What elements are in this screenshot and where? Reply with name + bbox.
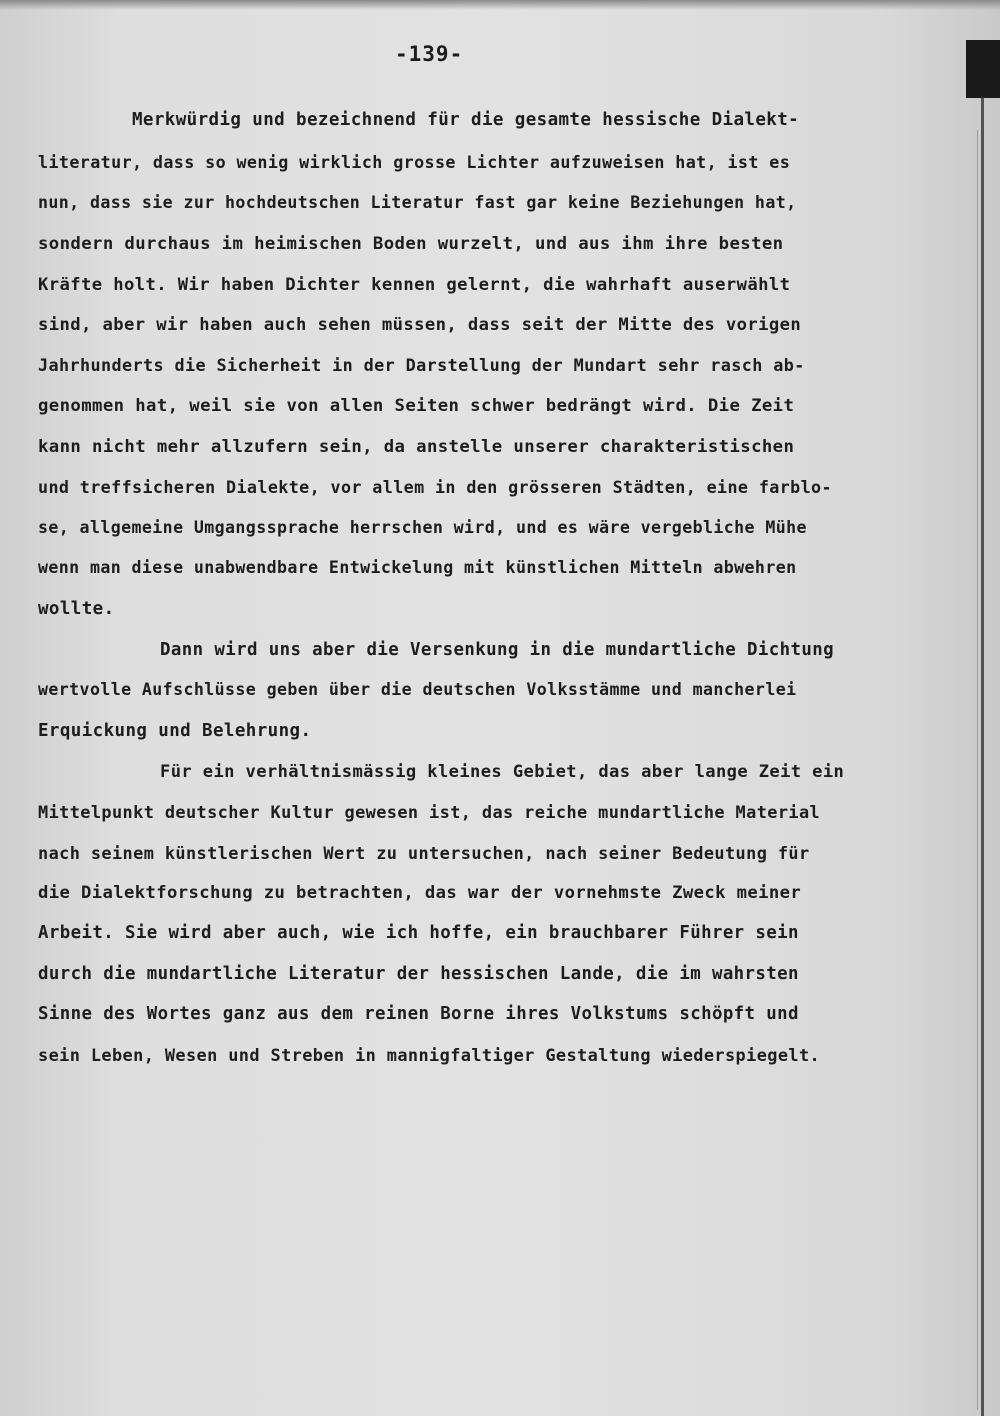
text-line: nach seinem künstlerischen Wert zu untersuchen, nach seiner Bedeutung für xyxy=(38,843,810,863)
text-line: literatur, dass so wenig wirklich grosse Lichter aufzuweisen hat, ist es xyxy=(38,152,791,172)
text-line: Arbeit. Sie wird aber auch, wie ich hoffe, ein brauchbarer Führer sein xyxy=(38,923,799,943)
text-line: Sinne des Wortes ganz aus dem reinen Borne ihres Volkstums schöpft und xyxy=(38,1004,799,1024)
text-line: wenn man diese unabwendbare Entwickelung mit künstlichen Mitteln abwehren xyxy=(38,558,797,577)
text-line: die Dialektforschung zu betrachten, das war der vornehmste Zweck meiner xyxy=(38,883,802,903)
scan-edge-line-faint xyxy=(977,130,978,1410)
text-line: genommen hat, weil sie von allen Seiten schwer bedrängt wird. Die Zeit xyxy=(38,396,795,416)
page-number: -139- xyxy=(395,42,464,66)
text-line: wertvolle Aufschlüsse geben über die deutschen Volksstämme und mancherlei xyxy=(38,680,797,699)
text-line: Erquickung und Belehrung. xyxy=(38,721,312,741)
text-line: Kräfte holt. Wir haben Dichter kennen gelernt, die wahrhaft auserwählt xyxy=(38,275,791,295)
text-line: und treffsicheren Dialekte, vor allem in den grösseren Städten, eine farblo- xyxy=(38,477,832,497)
scan-edge-mark xyxy=(966,40,1000,98)
text-line: Dann wird uns aber die Versenkung in die mundartliche Dichtung xyxy=(160,640,834,660)
text-line: Merkwürdig und bezeichnend für die gesamte hessische Dialekt- xyxy=(132,110,800,130)
text-line: Mittelpunkt deutscher Kultur gewesen ist, das reiche mundartliche Material xyxy=(38,802,821,822)
text-line: wollte. xyxy=(38,599,115,619)
scan-edge-line xyxy=(981,96,984,1416)
text-line: Jahrhunderts die Sicherheit in der Darstellung der Mundart sehr rasch ab- xyxy=(38,355,805,375)
text-line: sind, aber wir haben auch sehen müssen, dass seit der Mitte des vorigen xyxy=(38,315,802,335)
text-line: sein Leben, Wesen und Streben in mannigfaltiger Gestaltung wiederspiegelt. xyxy=(38,1045,821,1065)
scan-top-shadow xyxy=(0,0,1000,10)
text-line: Für ein verhältnismässig kleines Gebiet, das aber lange Zeit ein xyxy=(160,762,845,782)
text-line: durch die mundartliche Literatur der hessischen Lande, die im wahrsten xyxy=(38,964,799,984)
text-line: kann nicht mehr allzufern sein, da anstelle unserer charakteristischen xyxy=(38,437,795,457)
text-line: nun, dass sie zur hochdeutschen Literatur fast gar keine Beziehungen hat, xyxy=(38,193,797,212)
text-line: se, allgemeine Umgangssprache herrschen wird, und es wäre vergebliche Mühe xyxy=(38,518,807,537)
text-line: sondern durchaus im heimischen Boden wurzelt, und aus ihm ihre besten xyxy=(38,234,784,254)
